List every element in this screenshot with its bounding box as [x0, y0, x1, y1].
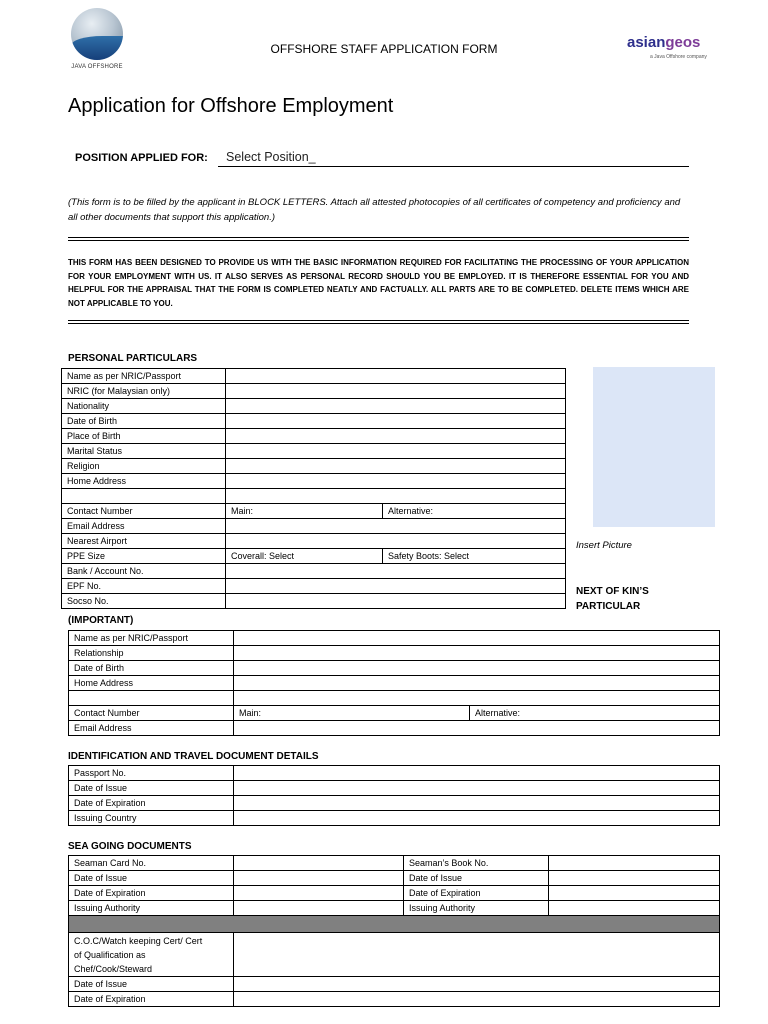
table-row	[69, 631, 720, 646]
kin-address-input-2[interactable]	[234, 691, 720, 706]
table-row	[69, 977, 720, 992]
address-input-2[interactable]	[226, 489, 566, 504]
coc-input[interactable]	[234, 933, 720, 977]
bank-input[interactable]	[226, 564, 566, 579]
ppe-label: PPE Size	[62, 549, 226, 564]
book-expiry-label: Date of Expiration	[404, 886, 549, 901]
shaded-separator	[69, 916, 720, 933]
issuing-country-label: Issuing Country	[69, 811, 234, 826]
passport-expiry-label: Date of Expiration	[69, 796, 234, 811]
asiangeos-logo	[627, 34, 700, 51]
religion-label: Religion	[62, 459, 226, 474]
kin-dob-label: Date of Birth	[69, 661, 234, 676]
coc-label-line1: C.O.C/Watch keeping Cert/ Cert	[74, 935, 203, 946]
airport-input[interactable]	[226, 534, 566, 549]
dob-label: Date of Birth	[62, 414, 226, 429]
card-issue-label: Date of Issue	[69, 871, 234, 886]
nric-input[interactable]	[226, 384, 566, 399]
address-input[interactable]	[226, 474, 566, 489]
passport-label: Passport No.	[69, 766, 234, 781]
table-row	[62, 579, 566, 594]
contact-main-input[interactable]: Main:	[226, 504, 383, 519]
table-row	[69, 661, 720, 676]
kin-address-label-2	[69, 691, 234, 706]
travel-heading: IDENTIFICATION AND TRAVEL DOCUMENT DETAILS	[68, 751, 319, 762]
table-separator-row	[69, 916, 720, 933]
marital-input[interactable]	[226, 444, 566, 459]
epf-label: EPF No.	[62, 579, 226, 594]
nric-label: NRIC (for Malaysian only)	[62, 384, 226, 399]
table-row	[62, 429, 566, 444]
kin-important-heading: (IMPORTANT)	[68, 615, 134, 626]
seaman-card-label: Seaman Card No.	[69, 856, 234, 871]
travel-table	[68, 765, 720, 826]
socso-label: Socso No.	[62, 594, 226, 609]
pob-input[interactable]	[226, 429, 566, 444]
divider-top	[68, 237, 689, 241]
kin-name-input[interactable]	[234, 631, 720, 646]
table-row	[62, 489, 566, 504]
kin-contact-label: Contact Number	[69, 706, 234, 721]
name-label: Name as per NRIC/Passport	[62, 369, 226, 384]
seaman-book-input[interactable]	[549, 856, 720, 871]
table-row	[69, 706, 720, 721]
bank-label: Bank / Account No.	[62, 564, 226, 579]
page-title: Application for Offshore Employment	[68, 95, 394, 117]
table-row	[62, 384, 566, 399]
java-offshore-logo	[66, 8, 128, 70]
nationality-label: Nationality	[62, 399, 226, 414]
table-row	[69, 992, 720, 1007]
divider-bottom	[68, 320, 689, 324]
passport-input[interactable]	[234, 766, 720, 781]
table-row	[69, 691, 720, 706]
kin-address-label: Home Address	[69, 676, 234, 691]
nationality-input[interactable]	[226, 399, 566, 414]
book-issue-label: Date of Issue	[404, 871, 549, 886]
kin-table	[68, 630, 720, 736]
kin-dob-input[interactable]	[234, 661, 720, 676]
email-label: Email Address	[62, 519, 226, 534]
airport-label: Nearest Airport	[62, 534, 226, 549]
table-row	[69, 886, 720, 901]
coc-label-line3: Chef/Cook/Steward	[74, 963, 153, 974]
marital-label: Marital Status	[62, 444, 226, 459]
table-row	[62, 369, 566, 384]
table-row	[62, 549, 566, 564]
coverall-select[interactable]: Coverall: Select	[226, 549, 383, 564]
table-row	[62, 474, 566, 489]
book-authority-label: Issuing Authority	[404, 901, 549, 916]
coc-issue-input[interactable]	[234, 977, 720, 992]
kin-heading-line2: PARTICULAR	[576, 601, 641, 612]
table-row	[69, 856, 720, 871]
boots-select[interactable]: Safety Boots: Select	[383, 549, 566, 564]
book-authority-input[interactable]	[549, 901, 720, 916]
passport-expiry-input[interactable]	[234, 796, 720, 811]
table-row	[62, 399, 566, 414]
kin-address-input[interactable]	[234, 676, 720, 691]
kin-email-input[interactable]	[234, 721, 720, 736]
coc-expiry-label: Date of Expiration	[69, 992, 234, 1007]
name-input[interactable]	[226, 369, 566, 384]
table-row	[69, 646, 720, 661]
card-issue-input[interactable]	[234, 871, 404, 886]
insert-picture-label: Insert Picture	[576, 540, 632, 551]
kin-name-label: Name as per NRIC/Passport	[69, 631, 234, 646]
table-row	[69, 933, 720, 977]
kin-relationship-input[interactable]	[234, 646, 720, 661]
socso-input[interactable]	[226, 594, 566, 609]
dob-input[interactable]	[226, 414, 566, 429]
table-row	[62, 534, 566, 549]
card-authority-input[interactable]	[234, 901, 404, 916]
table-row	[62, 564, 566, 579]
table-row	[69, 766, 720, 781]
table-row	[69, 871, 720, 886]
passport-issue-label: Date of Issue	[69, 781, 234, 796]
seaman-book-label: Seaman’s Book No.	[404, 856, 549, 871]
instruction-paragraph: THIS FORM HAS BEEN DESIGNED TO PROVIDE US WITH THE BASIC INFORMATION REQUIRED FOR FACILITATING THE PROCESSING OF YOUR APPLICATION FOR YOUR EMPLOYMENT WITH US. IT ALSO SERVES AS PERSONAL RECORD SHOULD YOU BE EMPLOYED. IT IS THEREFORE ESSENTIAL FOR YOU AND HELPFUL FOR THE APPRAISAL THAT THE FORM IS COMPLETED NEATLY AND FACTUALLY. ALL PARTS ARE TO BE COMPLETED. DELETE ITEMS WHICH ARE NOT APPLICABLE TO YOU.	[68, 258, 689, 308]
address-label-2	[62, 489, 226, 504]
pob-label: Place of Birth	[62, 429, 226, 444]
book-expiry-input[interactable]	[549, 886, 720, 901]
logo-part-b: geos	[665, 34, 701, 51]
sea-heading: SEA GOING DOCUMENTS	[68, 841, 192, 852]
table-row	[69, 796, 720, 811]
card-authority-label: Issuing Authority	[69, 901, 234, 916]
table-row	[69, 781, 720, 796]
kin-email-label: Email Address	[69, 721, 234, 736]
coc-label	[69, 933, 234, 977]
personal-table	[61, 368, 566, 609]
kin-contact-alt-input[interactable]: Alternative:	[470, 706, 720, 721]
logo-part-a: asian	[627, 34, 666, 51]
seaman-card-input[interactable]	[234, 856, 404, 871]
table-row	[69, 811, 720, 826]
table-row	[62, 504, 566, 519]
position-select[interactable]: Select Position_	[226, 150, 316, 164]
form-header-title: OFFSHORE STAFF APPLICATION FORM	[270, 42, 498, 56]
email-input[interactable]	[226, 519, 566, 534]
card-expiry-input[interactable]	[234, 886, 404, 901]
coc-expiry-input[interactable]	[234, 992, 720, 1007]
position-label: POSITION APPLIED FOR:	[75, 152, 208, 164]
kin-contact-main-input[interactable]: Main:	[234, 706, 470, 721]
epf-input[interactable]	[226, 579, 566, 594]
photo-placeholder[interactable]	[593, 367, 715, 527]
kin-heading	[576, 584, 649, 614]
table-row	[62, 459, 566, 474]
coc-issue-label: Date of Issue	[69, 977, 234, 992]
religion-input[interactable]	[226, 459, 566, 474]
issuing-country-input[interactable]	[234, 811, 720, 826]
contact-alt-input[interactable]: Alternative:	[383, 504, 566, 519]
asiangeos-subtitle: a Java Offshore company	[650, 54, 707, 60]
address-label: Home Address	[62, 474, 226, 489]
table-row	[62, 414, 566, 429]
table-row	[62, 519, 566, 534]
left-logo-text: JAVA OFFSHORE	[71, 64, 123, 70]
card-expiry-label: Date of Expiration	[69, 886, 234, 901]
position-underline	[218, 166, 689, 167]
passport-issue-input[interactable]	[234, 781, 720, 796]
contact-label: Contact Number	[62, 504, 226, 519]
table-row	[69, 721, 720, 736]
instruction-note: (This form is to be filled by the applicant in BLOCK LETTERS. Attach all attested photocopies of all certificates of competency and proficiency and all other documents that support this application.)	[68, 197, 681, 223]
book-issue-input[interactable]	[549, 871, 720, 886]
kin-heading-line1: NEXT OF KIN’S	[576, 586, 649, 597]
personal-heading: PERSONAL PARTICULARS	[68, 353, 198, 364]
table-row	[62, 444, 566, 459]
coc-label-line2: of Qualification as	[74, 949, 146, 960]
table-row	[69, 676, 720, 691]
table-row	[69, 901, 720, 916]
sea-table	[68, 855, 720, 1007]
kin-relationship-label: Relationship	[69, 646, 234, 661]
table-row	[62, 594, 566, 609]
